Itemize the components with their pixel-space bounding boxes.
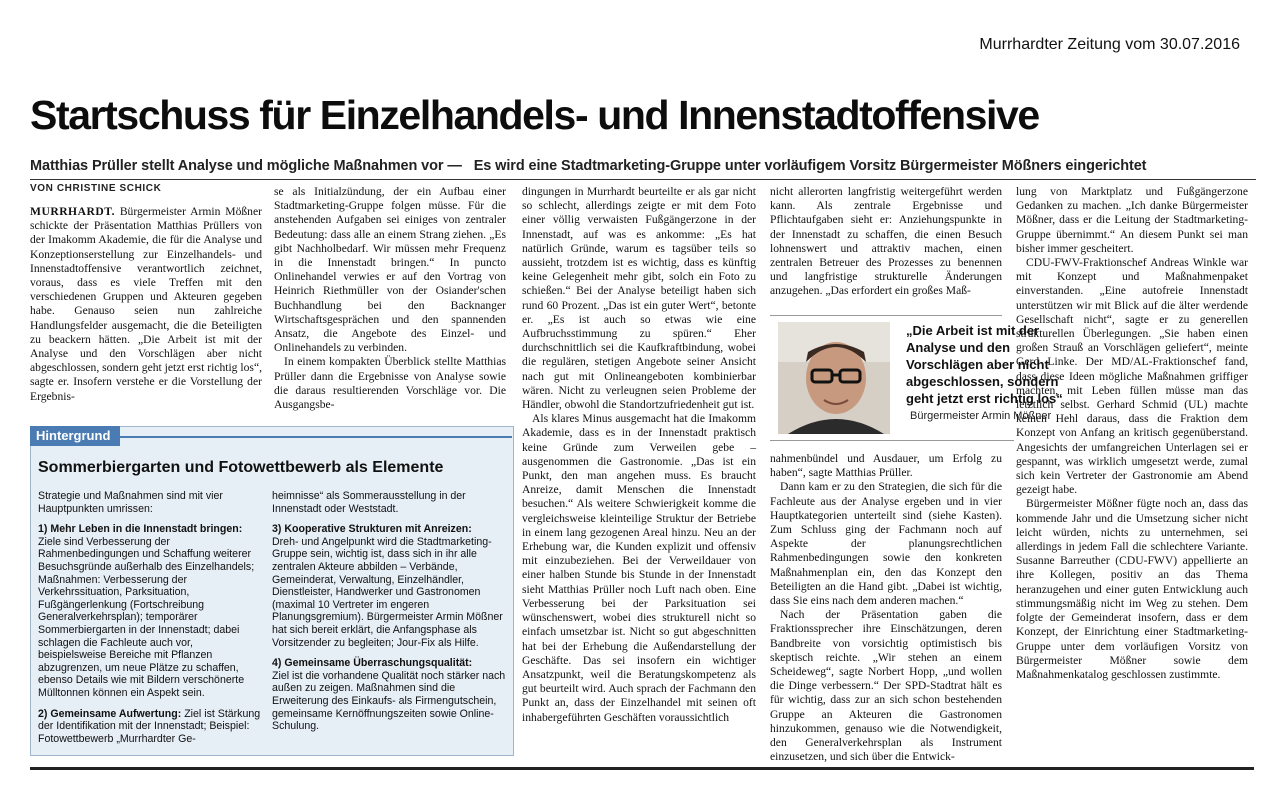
pull-quote: „Die Arbeit ist mit der Analyse und den Vorschlägen aber nicht abgeschlossen, sondern geht jetzt erst richtig los“ (906, 323, 1063, 406)
bottom-rule (30, 767, 1254, 770)
paragraph: nahmenbündel und Ausdauer, um Erfolg zu haben“, sagte Matthias Prüller. (770, 452, 1002, 480)
box-column-1 (38, 490, 262, 753)
paragraph-text: Bürgermeister Armin Mößner schickte der Präsentation Matthias Prüllers von der Imakomm Akademie, die für die Analyse und Konzeptionserstellung zur Einzelhandels- und Innenstadtoffensive verantwortlich zeichnet, voraus, dass es viele Treffen mit den verschiedenen Gruppen und Akteuren gegeben habe. Genauso seien nun zahlreiche Handlungsfelder ausgemacht, die die Beteiligten zu beackern hätten. „Die Arbeit ist mit der Analyse und den Vorschlägen aber nicht abgeschlossen, sondern geht jetzt erst richtig los“, sagte er. Insofern verstehe er die Vorstellung der Ergebnis- (30, 205, 262, 403)
paragraph: nicht allerorten langfristig weitergeführt werden kann. Als zentrale Ergebnisse und Pflichtaufgaben sieht er: Anziehungspunkte in der Innenstadt zu schaffen, die einen Besuch lohnenswert und attraktiv machen, einen zentralen Betreuer des Prozesses zu benennen und langfristige strukturelle Änderungen anzugehen. „Das erfordert ein großes Maß- (770, 185, 1002, 298)
box-tag: Hintergrund (30, 426, 120, 446)
article-column-3 (522, 185, 756, 725)
box-item-text: heimnisse“ als Sommerausstellung in der Innenstadt oder Weststadt. (272, 490, 466, 515)
box-header-rule (106, 436, 512, 438)
subhead-left: Matthias Prüller stellt Analyse und mögliche Maßnahmen vor — (30, 158, 462, 174)
subheadline (30, 158, 1260, 174)
box-item (272, 523, 506, 649)
paragraph: lung von Marktplatz und Fußgängerzone Gedanken zu machen. „Ich danke Bürgermeister Mößner, dass er die Leitung der Stadtmarketing-Gruppe übernimmt.“ An diesem Punkt sei man bisher immer gescheitert. (1016, 185, 1248, 255)
box-item-text: Dreh- und Angelpunkt wird die Stadtmarketing-Gruppe sein, wichtig ist, dass sich in ihr alle zentralen Akteure abbilden – Verbände, Gemeinderat, Verwaltung, Einzelhändler, Dienstleister, Handwerker und Gastronomen (maximal 10 Vertreter im engeren Planungsgremium). Bürgermeister Armin Mößner hat sich bereit erklärt, die Anfangsphase als Vorsitzender zu begleiten; Jour-Fix als Hilfe. (272, 535, 503, 649)
portrait-image (778, 322, 890, 434)
box-item-head: 1) Mehr Leben in die Innenstadt bringen: (38, 523, 243, 536)
newspaper-source: Murrhardter Zeitung vom 30.07.2016 (979, 36, 1240, 53)
quote-rule (770, 315, 1002, 316)
paragraph: Nach der Präsentation gaben die Fraktionssprecher ihre Einschätzungen, deren Bandbreite von vorsichtig optimistisch bis skeptisch reichte. „Wir stehen an einem Scheideweg“, sagte Norbert Hopp, „und wollen die Dinge verbessern.“ Der SPD-Stadtrat hält es für wichtig, dass zur an sich schon bestehenden Gruppe an Akteuren die Gastronomen hinzukommen, genauso wie die Notwendigkeit, den Generalverkehrsplan als Instrument einzusetzen, und sich über die Entwick- (770, 608, 1002, 764)
article-column-5 (1016, 185, 1248, 682)
paragraph: In einem kompakten Überblick stellte Matthias Prüller dann die Ergebnisse von Analyse sowie die daraus resultierenden Vorschläge vor. Die Ausgangsbe- (274, 355, 506, 412)
portrait-photo (778, 322, 890, 434)
quote-caption: Bürgermeister Armin Mößner (910, 410, 1052, 422)
box-column-2 (272, 490, 506, 741)
paragraph: Als klares Minus ausgemacht hat die Imakomm Akademie, dass es in der Innenstadt praktisch keine Gründe zum Verweilen gebe – ausgenommen die Gastronomie. „Das ist ein Punkt, den man angehen muss. Es braucht Anreize, damit Menschen die Innenstadt besuchen.“ Als weitere Schwierigkeit komme die vergleichsweise kleinteilige Struktur der Betriebe in einem lang gezogenen Areal hinzu. Neu an der Erhebung war, die Kunden explizit und offensiv mit einzubeziehen. Bei der Verweildauer von einer halben Stunde bis Stunde in der Innenstadt sieht Matthias Prüller noch Luft nach oben. Eine Verbesserung bei der Parksituation sei wünschenswert, wobei dies strukturell nicht so einfach umsetzbar ist. Nicht so gut abgeschnitten hat bei der Erhebung die Außendarstellung der Geschäfte. Das sei insofern ein wichtiger Ansatzpunkt, weil die Beratungskompetenz als gut beurteilt wird. Auch sprach der Fachmann den Punkt an, dass der Einzelhandel mit seinen oft inhabergeführten Geschäften voraussichtlich (522, 412, 756, 724)
box-item-head: 3) Kooperative Strukturen mit Anreizen: (272, 523, 472, 536)
box-item-head: 2) Gemeinsame Aufwertung: (38, 707, 182, 720)
article-column-4-top (770, 185, 1002, 299)
box-item (272, 657, 506, 733)
paragraph (30, 205, 262, 404)
article-column-1 (30, 205, 262, 404)
box-item (38, 523, 262, 699)
box-item-text: Ziele sind Verbesserung der Rahmenbedingungen und Schaffung weiterer Besuchsgründe außerhalb des Einzelhandels; Maßnahmen: Verbesserung der Verkehrssituation, Parksituation, Fußgängerlenkung (Fortschreibung Generalverkehrsplan); temporärer Sommerbiergarten in der Innenstadt; dabei schlagen die Fachleute auch vor, beispielsweise Bereiche mit Pflanzen abzugrenzen, um neue Plätze zu schaffen, ebenso Details wie mit Bildern verschönerte Mülltonnen können ein Aspekt sein. (38, 535, 255, 699)
subhead-right: Es wird eine Stadtmarketing-Gruppe unter vorläufigem Vorsitz Bürgermeister Mößners eingerichtet (473, 158, 1147, 174)
box-item (272, 490, 506, 515)
dateline: MURRHARDT. (30, 205, 115, 218)
paragraph: Bürgermeister Mößner fügte noch an, dass das kommende Jahr und die Umsetzung sicher nicht leicht würden, nichts zu unternehmen, sei allerdings in jedem Fall die schlechtere Variante. Susanne Barreuther (CDU-FWV) appellierte an ihre Kollegen, positiv an das Thema heranzugehen und einer guten Entwicklung auch stimmungsmäßig nicht im Weg zu stehen. Dem folgte der Gemeinderat insofern, dass er dem Konzept, der Einrichtung einer Stadtmarketing-Gruppe unter dem vorläufigen Vorsitz von Bürgermeister Mößner sowie dem Maßnahmenkatalog geschlossen zustimmte. (1016, 497, 1248, 681)
headline: Startschuss für Einzelhandels- und Innenstadtoffensive (30, 92, 1039, 138)
subhead-rule (30, 179, 1256, 180)
box-item-text: Ziel ist die vorhandene Qualität noch stärker nach außen zu zeigen. Maßnahmen sind die Erweiterung des Einkaufs- als Firmengutschein, gemeinsame Kernöffnungszeiten sowie Online-Schulung. (272, 669, 506, 733)
paragraph: dingungen in Murrhardt beurteilte er als gar nicht so schlecht, allerdings zeigte er mit dem Foto einer völlig verwaisten Fußgängerzone in der Innenstadt, auf was es ankomme: „Es hat natürlich Gründe, warum es tagsüber teils so aussieht, trotzdem ist es wichtig, dass es künftig keine Gelegenheit mehr gibt, solch ein Foto zu schießen.“ Bei der Analyse beteiligt haben sich rund 60 Prozent. „Das ist ein guter Wert“, betonte er. „Es ist auch so etwas wie eine Aufbruchsstimmung zu spüren.“ Eher durchschnittlich sei die Kaufkraftbindung, wobei die regulären, stetigen Angebote seiner Ansicht nach gut mit Onlineangeboten kombinierbar wären. Nicht zu verleugnen seien Probleme der Händler, obwohl die Standortzufriedenheit gut ist. (522, 185, 756, 412)
article-column-4-bottom (770, 452, 1002, 764)
box-title: Sommerbiergarten und Fotowettbewerb als Elemente (38, 459, 444, 476)
box-item-head: 4) Gemeinsame Überraschungsqualität: (272, 657, 473, 670)
article-column-2 (274, 185, 506, 412)
paragraph: se als Initialzündung, der ein Aufbau einer Stadtmarketing-Gruppe folgen müsse. Für die anstehenden Aufgaben sei einiges von zentraler Bedeutung: dass alle an einem Strang ziehen. „Es gibt Nachholbedarf. Wir müssen mehr Frequenz in die Innenstadt bringen.“ In puncto Onlinehandel verwies er auf den Vortrag von Heinrich Riethmüller von der Osiander'schen Buchhandlung bei den Backnanger Wirtschaftsgesprächen und den spannenden Ansatz, die Angebote des Einzel- und Onlinehandels zu verbinden. (274, 185, 506, 355)
byline: VON CHRISTINE SCHICK (30, 183, 162, 194)
quote-rule (770, 440, 1014, 441)
box-item (38, 708, 262, 746)
paragraph: Dann kam er zu den Strategien, die sich für die Fachleute aus der Analyse ergeben und in vier Hauptkategorien unterteilt sind (siehe Kasten). Zum Schluss ging der Fachmann noch auf Aspekte der planungsrechtlichen Rahmenbedingungen sowie den konkreten Maßnahmenplan ein, den das Konzept den Beteiligten an die Hand gibt. „Dabei ist wichtig, dass Sie eins nach dem anderen machen.“ (770, 480, 1002, 608)
box-intro: Strategie und Maßnahmen sind mit vier Hauptpunkten umrissen: (38, 490, 223, 515)
box-item-text: Ziel ist Stärkung der Identifikation mit der Innenstadt; Beispiel: Fotowettbewerb „Murrhardter Ge- (38, 707, 261, 745)
paragraph: CDU-FWV-Fraktionschef Andreas Winkle war mit Konzept und Maßnahmenpaket einverstanden. „Eine autofreie Innenstadt unterstützen wir mit Blick auf die älter werdende Gesellschaft nicht“, sagte er zu generellen strukturellen Überlegungen. „Sie haben einen großen Strauß an Vorschlägen geliefert“, meinte Gerd Linke. Der MD/AL-Fraktionschef fand, dass diese Ideen mögliche Maßnahmen griffiger machten, mit Leben füllen müsse man das letztlich selbst. Gerhard Schmid (UL) machte keinen Hehl daraus, dass die Fraktion dem Konzept von Anfang an kritisch gegenüberstand. Angesichts der umfangreichen Unterlagen sei er gespannt, was wirklich umgesetzt werde, zumal sich kein Vertreter der Gastronomie am Abend gezeigt habe. (1016, 256, 1248, 497)
